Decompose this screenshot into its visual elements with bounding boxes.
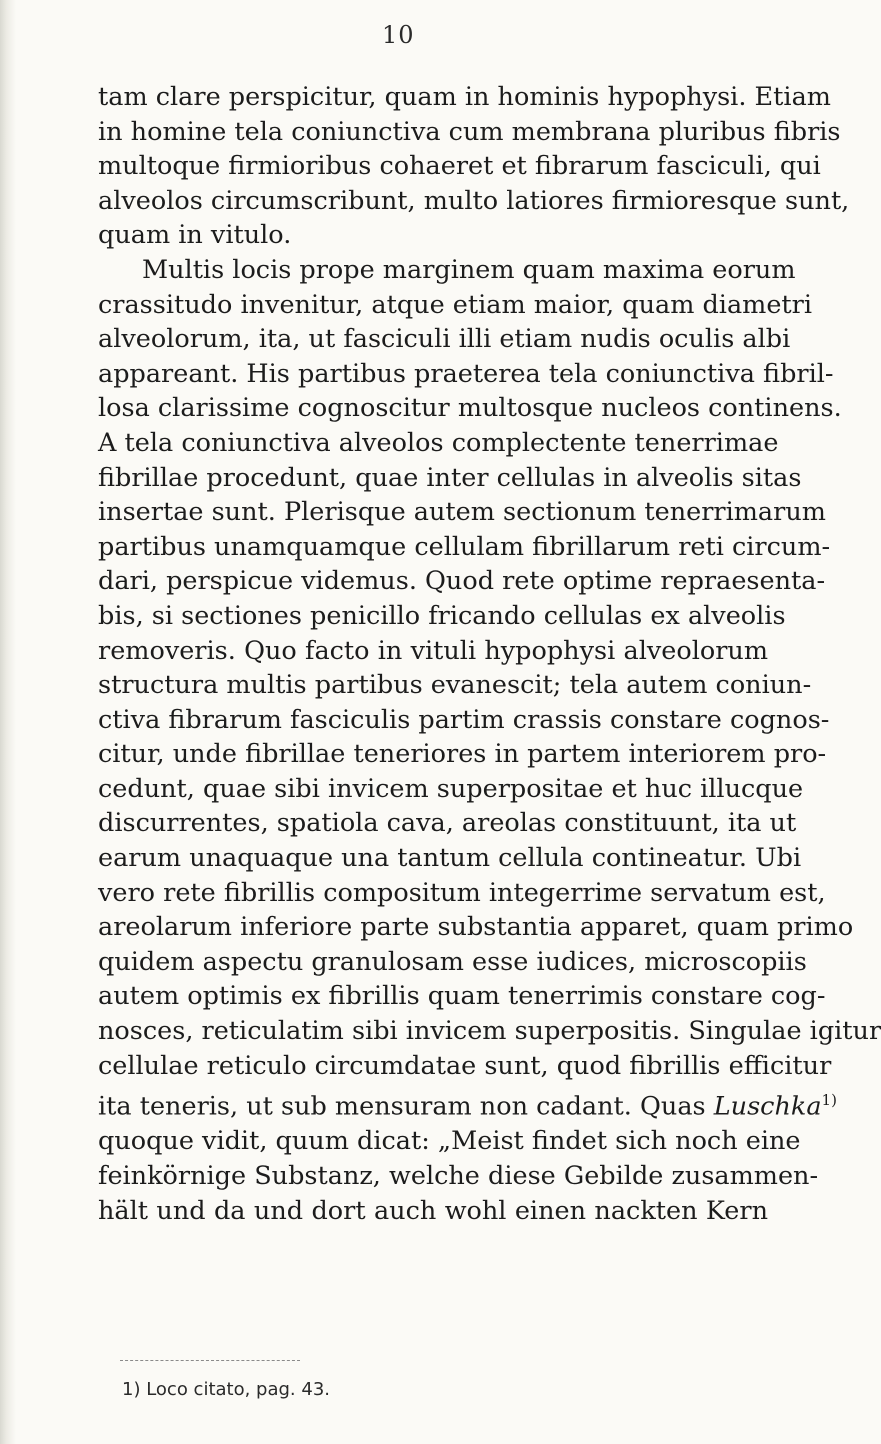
text-line: hält und da und dort auch wohl einen nackten Kern (98, 1195, 768, 1226)
text-line: cedunt, quae sibi invicem superpositae et huc illucque (98, 773, 804, 804)
page-binding-shadow (0, 0, 16, 1444)
text-line: alveolorum, ita, ut fasciculi illi etiam nudis oculis albi (98, 324, 791, 355)
text-line: in homine tela coniunctiva cum membrana pluribus fibris (98, 116, 841, 147)
citation-author: Luschka (713, 1091, 822, 1122)
text-line: areolarum inferiore parte substantia apparet, quam primo (98, 912, 854, 943)
text-line: quoque vidit, quum dicat: „Meist findet sich noch eine (98, 1126, 801, 1157)
text-line: ctiva fibrarum fasciculis partim crassis constare cognos- (98, 704, 830, 735)
text-line: removeris. Quo facto in vituli hypophysi alveolorum (98, 635, 768, 666)
text-line: alveolos circumscribunt, multo latiores firmioresque sunt, (98, 185, 850, 216)
text-line: crassitudo invenitur, atque etiam maior, quam diametri (98, 289, 813, 320)
text-line: nosces, reticulatim sibi invicem superpositis. Singulae igitur (98, 1016, 881, 1047)
text-line: appareant. His partibus praeterea tela coniunctiva fibril- (98, 358, 834, 389)
text-line: quidem aspectu granulosam esse iudices, microscopiis (98, 946, 807, 977)
text-line: earum unaquaque una tantum cellula contineatur. Ubi (98, 843, 802, 874)
text-line (98, 1083, 837, 1124)
page-number: 10 (382, 21, 415, 49)
text-line: A tela coniunctiva alveolos complectente tenerrimae (98, 427, 779, 458)
text-line: structura multis partibus evanescit; tela autem coniun- (98, 670, 812, 701)
footnote-marker: 1) (821, 1091, 837, 1110)
text-line-content: ita teneris, ut sub mensuram non cadant. Quas (98, 1091, 706, 1122)
text-line: discurrentes, spatiola cava, areolas constituunt, ita ut (98, 808, 797, 839)
text-line: cellulae reticulo circumdatae sunt, quod fibrillis efficitur (98, 1050, 832, 1081)
footnote-divider (120, 1360, 300, 1361)
text-line: multoque firmioribus cohaeret et fibrarum fasciculi, qui (98, 151, 821, 182)
text-line: insertae sunt. Plerisque autem sectionum tenerrimarum (98, 497, 826, 528)
text-line: vero rete fibrillis compositum integerrime servatum est, (98, 877, 826, 908)
text-line: tam clare perspicitur, quam in hominis hypophysi. Etiam (98, 82, 831, 112)
text-line: partibus unamquamque cellulam fibrillarum reti circum- (98, 531, 831, 562)
text-line: fibrillae procedunt, quae inter cellulas in alveolis sitas (98, 462, 802, 493)
text-line: autem optimis ex fibrillis quam tenerrimis constare cog- (98, 981, 826, 1012)
footnote: 1) Loco citato, pag. 43. (122, 1379, 331, 1400)
text-line: quam in vitulo. (98, 220, 292, 251)
text-line: citur, unde fibrillae teneriores in partem interiorem pro- (98, 739, 827, 770)
body-text (98, 80, 881, 1228)
text-line: Multis locis prope marginem quam maxima eorum (142, 254, 796, 285)
text-line: losa clarissime cognoscitur multosque nucleos continens. (98, 393, 842, 424)
text-line: dari, perspicue videmus. Quod rete optime repraesenta- (98, 566, 826, 597)
text-line: feinkörnige Substanz, welche diese Gebilde zusammen- (98, 1160, 819, 1191)
text-line: bis, si sectiones penicillo fricando cellulas ex alveolis (98, 600, 786, 631)
